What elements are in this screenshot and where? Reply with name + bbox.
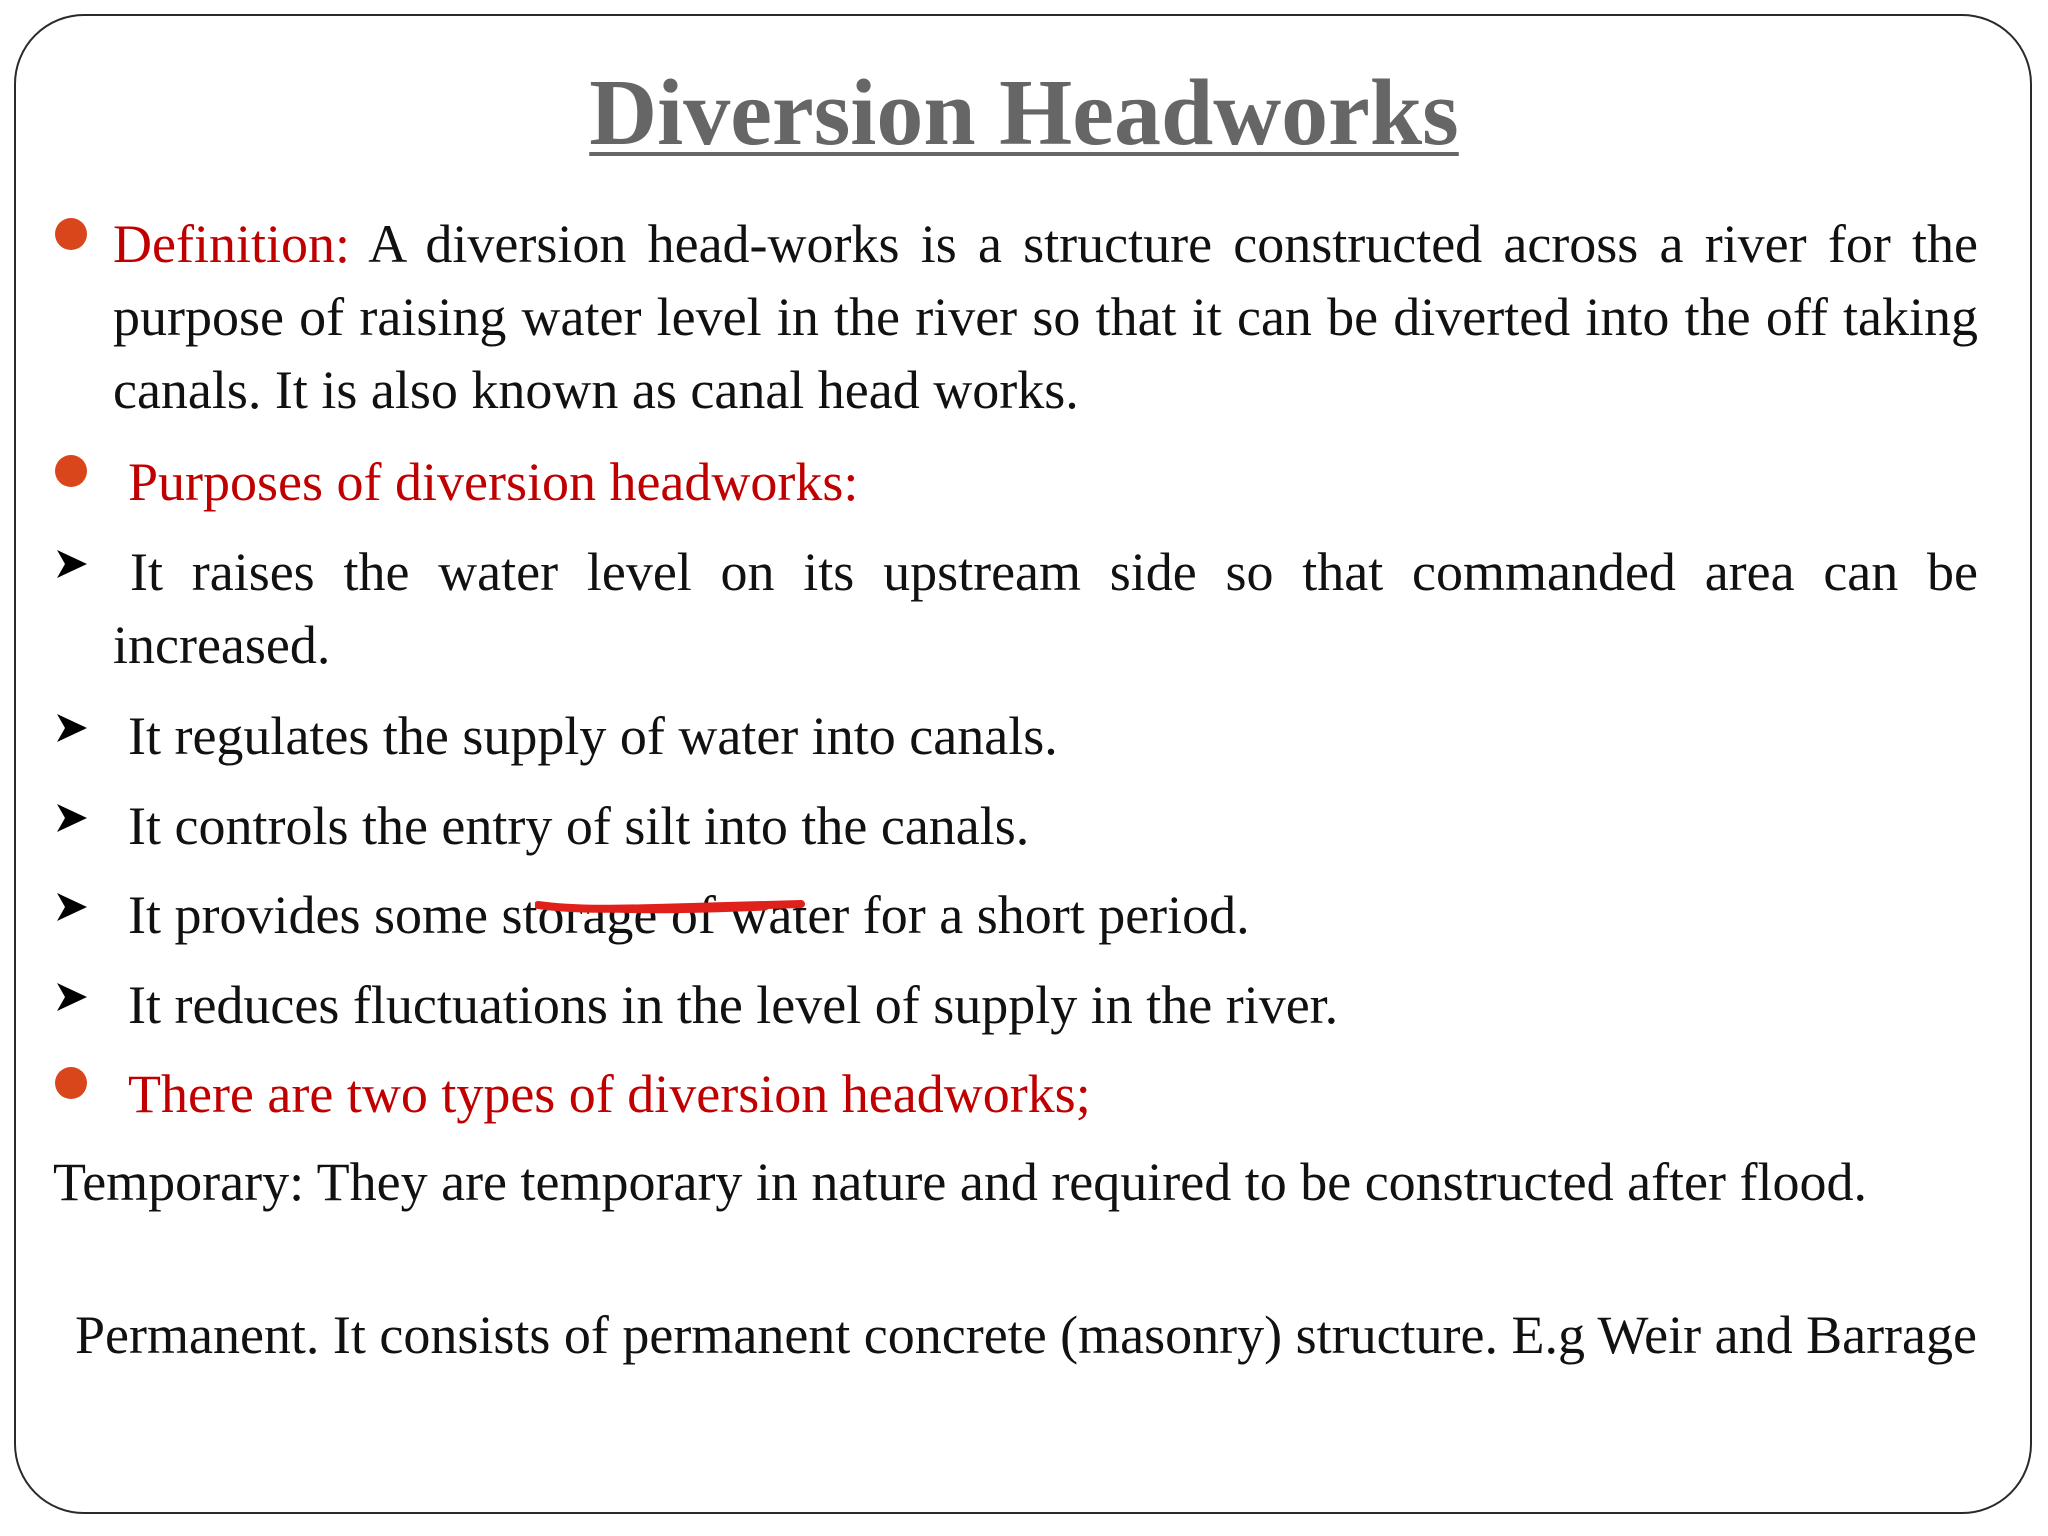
arrowhead-icon — [55, 712, 89, 744]
definition-label: Definition: — [113, 214, 350, 274]
definition-text: A diversion head-works is a structure constructed across a river for the purpose of raising water level in the river so that it can be diverted into the off taking canals. It is also known as canal head works. — [113, 214, 1978, 420]
purposes-heading: Purposes of diversion headworks: — [128, 452, 859, 512]
orange-dot-icon — [55, 455, 87, 487]
type-temporary: Temporary: They are temporary in nature and required to be constructed after flood. — [53, 1152, 1867, 1212]
purpose-item: It provides some storage of water for a short period. — [128, 885, 1250, 945]
arrowhead-icon — [55, 548, 89, 580]
definition-paragraph — [113, 208, 1978, 427]
arrowhead-icon — [55, 981, 89, 1013]
purpose-item: It controls the entry of silt into the canals. — [128, 796, 1030, 856]
slide-title: Diversion Headworks — [589, 61, 1459, 165]
types-heading: There are two types of diversion headworks; — [128, 1064, 1091, 1124]
purpose-item: It regulates the supply of water into canals. — [128, 706, 1058, 766]
red-strikethrough-mark — [535, 897, 805, 921]
purpose-item: It reduces fluctuations in the level of supply in the river. — [128, 975, 1339, 1035]
purpose-item: It raises the water level on its upstream side so that commanded area can be increased. — [113, 542, 1978, 675]
orange-dot-icon — [55, 1067, 87, 1099]
orange-dot-icon — [55, 218, 87, 250]
type-permanent: Permanent. It consists of permanent concrete (masonry) structure. E.g Weir and Barrage — [75, 1305, 1977, 1365]
arrowhead-icon — [55, 802, 89, 834]
arrowhead-icon — [55, 891, 89, 923]
